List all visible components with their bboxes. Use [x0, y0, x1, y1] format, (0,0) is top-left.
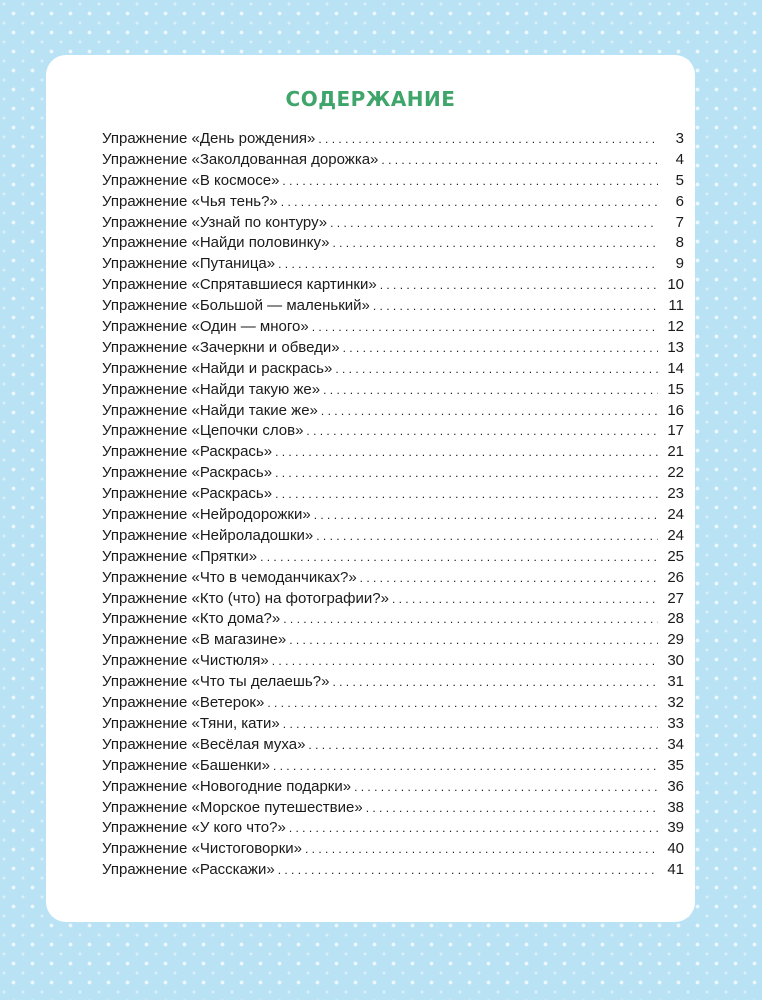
toc-entry — [102, 233, 684, 254]
toc-entry-page-number: 27 — [667, 589, 684, 607]
toc-entry-title: Упражнение «Цепочки слов» — [102, 422, 304, 440]
dot-leader — [323, 380, 658, 401]
toc-entry-page-number: 24 — [667, 506, 684, 524]
toc-entry — [102, 672, 684, 693]
dot-leader — [283, 609, 658, 630]
toc-entry-title: Упражнение «У кого что?» — [102, 819, 286, 837]
toc-entry — [102, 798, 684, 819]
toc-entry-title: Упражнение «Найди и раскрась» — [102, 359, 333, 377]
toc-entry-page-number: 24 — [667, 526, 684, 544]
dot-leader — [275, 463, 658, 484]
toc-entry-page-number: 39 — [667, 819, 684, 837]
dot-leader — [308, 735, 658, 756]
toc-entry-title: Упражнение «Башенки» — [102, 756, 270, 774]
toc-entry-title: Упражнение «Что ты делаешь?» — [102, 673, 330, 691]
toc-entry-title: Упражнение «Что в чемоданчиках?» — [102, 568, 357, 586]
toc-entry — [102, 526, 684, 547]
toc-entry-title: Упражнение «Чистюля» — [102, 652, 269, 670]
dot-leader — [354, 777, 658, 798]
dot-leader — [392, 589, 658, 610]
toc-entry — [102, 192, 684, 213]
dot-leader — [360, 568, 658, 589]
toc-entry-page-number: 15 — [667, 380, 684, 398]
toc-entry — [102, 547, 684, 568]
dot-leader — [289, 630, 658, 651]
contents-card — [46, 55, 695, 922]
toc-entry — [102, 442, 684, 463]
dot-leader — [306, 421, 658, 442]
toc-entry — [102, 609, 684, 630]
toc-entry-title: Упражнение «Найди такие же» — [102, 401, 318, 419]
dot-leader — [275, 484, 658, 505]
toc-entry — [102, 296, 684, 317]
toc-entry-page-number: 10 — [667, 276, 684, 294]
toc-entry-title: Упражнение «День рождения» — [102, 130, 316, 147]
toc-entry-title: Упражнение «Ветерок» — [102, 694, 265, 712]
toc-entry-page-number: 30 — [667, 652, 684, 670]
dot-leader — [381, 150, 658, 171]
dot-leader — [312, 317, 658, 338]
toc-entry — [102, 129, 684, 150]
toc-entry-page-number: 40 — [667, 840, 684, 858]
toc-entry-page-number: 13 — [667, 338, 684, 356]
toc-entry-title: Упражнение «Тяни, кати» — [102, 714, 280, 732]
toc-entry — [102, 463, 684, 484]
dot-leader — [289, 818, 658, 839]
dot-leader — [314, 505, 658, 526]
toc-entry-title: Упражнение «Весёлая муха» — [102, 735, 306, 753]
toc-entry-page-number: 25 — [667, 547, 684, 565]
dot-leader — [318, 129, 658, 150]
dot-leader — [273, 756, 658, 777]
dot-leader — [272, 651, 658, 672]
toc-entry-page-number: 7 — [675, 213, 684, 231]
toc-entry — [102, 630, 684, 651]
toc-entry-title: Упражнение «Кто (что) на фотографии?» — [102, 589, 389, 607]
toc-entry-page-number: 22 — [667, 464, 684, 482]
toc-entry — [102, 693, 684, 714]
toc-entry-title: Упражнение «В магазине» — [102, 631, 287, 649]
toc-entry-page-number: 38 — [667, 798, 684, 816]
toc-entry-title: Упражнение «Нейроладошки» — [102, 526, 314, 544]
toc-entry-title: Упражнение «Путаница» — [102, 255, 276, 273]
toc-entry-page-number: 26 — [667, 568, 684, 586]
toc-entry-page-number: 21 — [667, 443, 684, 461]
toc-entry-title: Упражнение «Кто дома?» — [102, 610, 281, 628]
toc-entry — [102, 505, 684, 526]
toc-entry-title: Упражнение «Большой — маленький» — [102, 297, 370, 315]
toc-entry — [102, 589, 684, 610]
toc-entry-page-number: 4 — [675, 150, 684, 168]
contents-title: СОДЕРЖАНИЕ — [285, 87, 456, 111]
dot-leader — [335, 359, 658, 380]
toc-entry-title: Упражнение «В космосе» — [102, 171, 280, 189]
toc-entry — [102, 213, 684, 234]
toc-entry-title: Упражнение «Зачеркни и обведи» — [102, 338, 340, 356]
toc-entry-title: Упражнение «Прятки» — [102, 547, 258, 565]
dot-leader — [283, 714, 658, 735]
toc-entry — [102, 756, 684, 777]
table-of-contents — [102, 129, 684, 881]
toc-entry — [102, 380, 684, 401]
toc-entry-page-number: 17 — [667, 422, 684, 440]
toc-entry-page-number: 28 — [667, 610, 684, 628]
toc-entry-title: Упражнение «Раскрась» — [102, 443, 273, 461]
toc-entry-page-number: 5 — [675, 171, 684, 189]
toc-entry-page-number: 41 — [667, 861, 684, 879]
toc-entry-title: Упражнение «Один — много» — [102, 318, 309, 336]
toc-entry-page-number: 35 — [667, 756, 684, 774]
toc-entry-title: Упражнение «Заколдованная дорожка» — [102, 150, 379, 168]
toc-entry — [102, 568, 684, 589]
toc-entry — [102, 317, 684, 338]
dot-leader — [275, 442, 658, 463]
toc-entry-page-number: 31 — [667, 673, 684, 691]
dot-leader — [366, 798, 658, 819]
toc-entry-title: Упражнение «Найди такую же» — [102, 380, 321, 398]
toc-entry-page-number: 14 — [667, 359, 684, 377]
toc-entry — [102, 359, 684, 380]
toc-entry — [102, 401, 684, 422]
dot-leader — [260, 547, 658, 568]
toc-entry-title: Упражнение «Раскрась» — [102, 485, 273, 503]
dot-leader — [380, 275, 658, 296]
toc-entry-title: Упражнение «Спрятавшиеся картинки» — [102, 276, 377, 294]
toc-entry — [102, 338, 684, 359]
toc-entry — [102, 484, 684, 505]
toc-entry-title: Упражнение «Новогодние подарки» — [102, 777, 352, 795]
dot-leader — [282, 171, 658, 192]
toc-entry-title: Упражнение «Раскрась» — [102, 464, 273, 482]
toc-entry-page-number: 23 — [667, 485, 684, 503]
toc-entry-page-number: 9 — [675, 255, 684, 273]
toc-entry-page-number: 32 — [667, 694, 684, 712]
toc-entry-page-number: 8 — [675, 234, 684, 252]
toc-entry-page-number: 12 — [667, 318, 684, 336]
toc-entry-page-number: 29 — [667, 631, 684, 649]
dot-leader — [332, 233, 658, 254]
toc-entry — [102, 171, 684, 192]
toc-entry — [102, 777, 684, 798]
toc-entry-title: Упражнение «Чистоговорки» — [102, 840, 303, 858]
toc-entry — [102, 254, 684, 275]
toc-entry-title: Упражнение «Найди половинку» — [102, 234, 330, 252]
dot-leader — [330, 213, 658, 234]
dot-leader — [278, 254, 658, 275]
toc-entry — [102, 714, 684, 735]
toc-entry-page-number: 3 — [675, 130, 684, 147]
dot-leader — [373, 296, 658, 317]
toc-entry-page-number: 36 — [667, 777, 684, 795]
toc-entry-title: Упражнение «Морское путешествие» — [102, 798, 363, 816]
dot-leader — [267, 693, 658, 714]
toc-entry-page-number: 6 — [675, 192, 684, 210]
toc-entry-page-number: 33 — [667, 714, 684, 732]
toc-entry — [102, 735, 684, 756]
toc-entry — [102, 818, 684, 839]
dot-leader — [281, 192, 658, 213]
toc-entry — [102, 651, 684, 672]
toc-entry — [102, 421, 684, 442]
toc-entry-page-number: 16 — [667, 401, 684, 419]
toc-entry-page-number: 11 — [668, 297, 684, 315]
dot-leader — [278, 860, 658, 881]
toc-entry-page-number: 34 — [667, 735, 684, 753]
toc-entry — [102, 275, 684, 296]
toc-entry-title: Упражнение «Узнай по контуру» — [102, 213, 328, 231]
toc-entry-title: Упражнение «Чья тень?» — [102, 192, 278, 210]
toc-entry — [102, 860, 684, 881]
dot-leader — [343, 338, 658, 359]
dot-leader — [305, 839, 658, 860]
dot-leader — [321, 401, 658, 422]
dot-leader — [332, 672, 658, 693]
toc-entry-title: Упражнение «Нейродорожки» — [102, 506, 311, 524]
dot-leader — [316, 526, 658, 547]
toc-entry — [102, 150, 684, 171]
toc-entry-title: Упражнение «Расскажи» — [102, 861, 275, 879]
toc-entry — [102, 839, 684, 860]
